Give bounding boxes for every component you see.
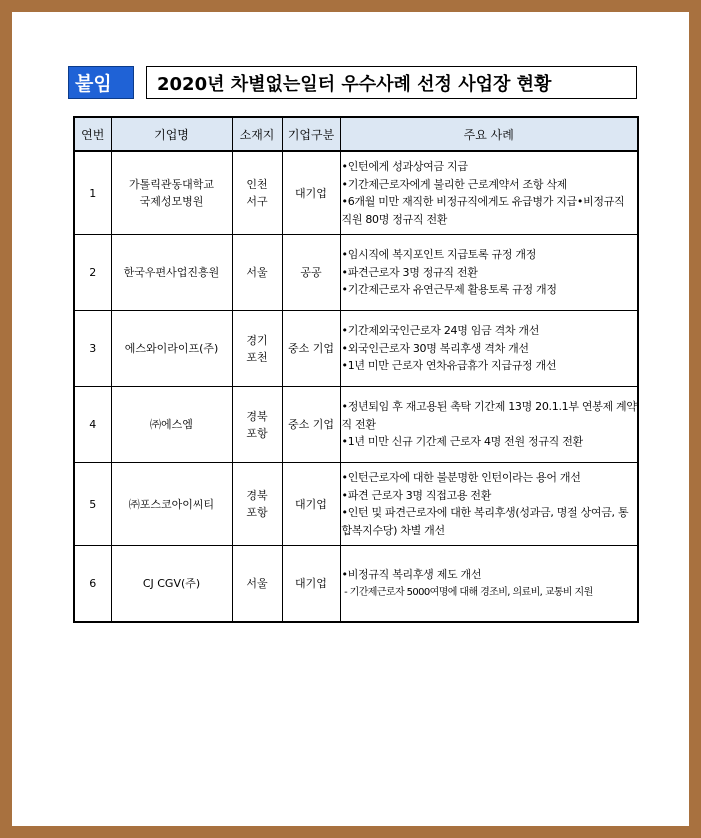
- case-item: •기간제근로자 유연근무제 활용토록 규정 개정: [341, 283, 557, 297]
- row-location: 경북 포항: [232, 463, 282, 546]
- case-item: •인턴 및 파견근로자에 대한 복리후생(성과금, 명절 상여금, 통합복지수당) 차별 개선: [341, 506, 629, 537]
- header-no: 연번: [74, 117, 111, 151]
- header-company: 기업명: [111, 117, 232, 151]
- table-row: [74, 151, 638, 235]
- row-no: 1: [74, 151, 111, 235]
- case-item: •인턴근로자에 대한 불분명한 인턴이라는 용어 개선: [341, 471, 581, 484]
- case-item: •파견근로자 3명 정규직 전환: [341, 265, 478, 279]
- row-cases: [340, 546, 638, 623]
- row-location: 서울: [232, 546, 282, 623]
- attachment-badge: 붙임: [68, 66, 134, 99]
- row-company: ㈜포스코아이씨티: [111, 463, 232, 546]
- row-type: 중소 기업: [282, 311, 340, 387]
- case-item: •1년 미만 근로자 연차유급휴가 지급규정 개선: [341, 359, 557, 373]
- table-row: [74, 463, 638, 546]
- row-location: 경북 포항: [232, 387, 282, 463]
- row-company: 가톨릭관동대학교 국제성모병원: [111, 151, 232, 235]
- row-type: 중소 기업: [282, 387, 340, 463]
- row-no: 3: [74, 311, 111, 387]
- row-cases: [340, 311, 638, 387]
- company-table: [73, 116, 639, 623]
- row-company: ㈜에스엠: [111, 387, 232, 463]
- row-type: 대기업: [282, 463, 340, 546]
- case-item: •인턴에게 성과상여금 지급: [341, 160, 468, 173]
- case-item: •정년퇴임 후 재고용된 촉탁 기간제 13명 20.1.1부 연봉제 계약직 전환: [341, 400, 637, 431]
- row-cases: [340, 151, 638, 235]
- row-company: 한국우편사업진흥원: [111, 235, 232, 311]
- case-item: •기간제근로자에게 불리한 근로계약서 조항 삭제: [341, 177, 567, 191]
- table-header-row: [74, 117, 638, 151]
- row-no: 4: [74, 387, 111, 463]
- case-item: •외국인근로자 30명 복리후생 격차 개선: [341, 341, 529, 355]
- case-item: •비정규직 복리후생 제도 개선: [341, 568, 482, 581]
- row-type: 대기업: [282, 151, 340, 235]
- row-company: 에스와이라이프(주): [111, 311, 232, 387]
- row-type: 대기업: [282, 546, 340, 623]
- table-row: [74, 387, 638, 463]
- row-type: 공공: [282, 235, 340, 311]
- document-title: 2020년 차별없는일터 우수사례 선정 사업장 현황: [146, 66, 637, 99]
- row-location: 경기 포천: [232, 311, 282, 387]
- row-no: 6: [74, 546, 111, 623]
- row-company: CJ CGV(주): [111, 546, 232, 623]
- table-row: [74, 235, 638, 311]
- row-location: 인천 서구: [232, 151, 282, 235]
- case-item: •1년 미만 신규 기간제 근로자 4명 전원 정규직 전환: [341, 435, 583, 449]
- case-item: - 기간제근로자 5000여명에 대해 경조비, 의료비, 교통비 지원: [341, 586, 593, 598]
- row-no: 2: [74, 235, 111, 311]
- header-location: 소재지: [232, 117, 282, 151]
- table-row: [74, 311, 638, 387]
- row-no: 5: [74, 463, 111, 546]
- case-item: •파견 근로자 3명 직접고용 전환: [341, 488, 492, 502]
- case-item: •6개월 미만 재직한 비정규직에게도 유급병가 지급•비정규직 직원 80명 정규직 전환: [341, 195, 625, 226]
- table-row: [74, 546, 638, 623]
- header-type: 기업구분: [282, 117, 340, 151]
- case-item: •임시직에 복지포인트 지급토록 규정 개정: [341, 248, 537, 262]
- row-location: 서울: [232, 235, 282, 311]
- row-cases: [340, 463, 638, 546]
- row-cases: [340, 387, 638, 463]
- case-item: •기간제외국인근로자 24명 임금 격차 개선: [341, 324, 540, 338]
- row-cases: [340, 235, 638, 311]
- header-cases: 주요 사례: [340, 117, 638, 151]
